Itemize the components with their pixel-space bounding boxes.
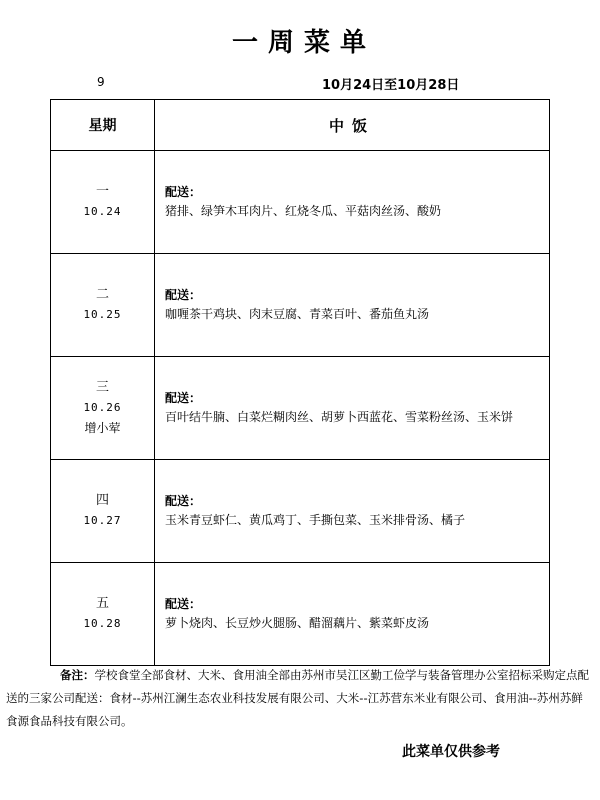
day-cell — [51, 151, 155, 254]
delivery-label: 配送： — [165, 597, 202, 611]
dishes: 猪排、绿笋木耳肉片、红烧冬瓜、平菇肉丝汤、酸奶 — [165, 204, 442, 218]
meal-cell — [155, 254, 550, 357]
dishes: 萝卜烧肉、长豆炒火腿肠、醋溜藕片、紫菜虾皮汤 — [165, 616, 430, 630]
menu-table — [50, 99, 550, 666]
date-range: 10月24日至10月28日 — [322, 78, 460, 93]
footer-note: 此菜单仅供参考 — [402, 744, 500, 760]
header-day: 星期 — [51, 100, 155, 151]
meal-cell — [155, 563, 550, 666]
page-title: 一周菜单 — [231, 28, 376, 58]
day-name: 五 — [95, 596, 109, 611]
day-name: 二 — [95, 287, 109, 302]
dishes: 咖喱茶干鸡块、肉末豆腐、青菜百叶、番茄鱼丸汤 — [165, 307, 430, 321]
delivery-label: 配送： — [165, 494, 202, 508]
table-row — [51, 254, 550, 357]
header-meal: 中饭 — [155, 100, 550, 151]
remark-label: 备注： — [60, 668, 95, 682]
day-cell — [51, 357, 155, 460]
day-name: 四 — [95, 493, 109, 508]
meal-cell — [155, 357, 550, 460]
dishes: 百叶结牛腩、白菜烂糊肉丝、胡萝卜西蓝花、雪菜粉丝汤、玉米饼 — [165, 410, 514, 424]
day-date: 10.24 — [83, 205, 122, 218]
meal-cell — [155, 151, 550, 254]
day-name: 一 — [95, 184, 109, 199]
day-name: 三 — [95, 380, 109, 395]
day-cell — [51, 563, 155, 666]
day-date: 10.26 — [83, 401, 122, 414]
day-cell — [51, 460, 155, 563]
day-date: 10.27 — [83, 514, 122, 527]
delivery-label: 配送： — [165, 391, 202, 405]
day-cell — [51, 254, 155, 357]
day-date: 10.28 — [83, 617, 122, 630]
table-header-row — [51, 100, 550, 151]
table-row — [51, 357, 550, 460]
remark-text: 学校食堂全部食材、大米、食用油全部由苏州市吴江区勤工俭学与装备管理办公室招标采购定点配送的三家公司配送：食材--苏州江澜生态农业科技发展有限公司、大米--江苏营东米业有限公司、食用油--苏州苏鲜食源食品科技有限公司。 — [6, 668, 589, 728]
dishes: 玉米青豆虾仁、黄瓜鸡丁、手撕包菜、玉米排骨汤、橘子 — [165, 513, 466, 527]
delivery-label: 配送： — [165, 288, 202, 302]
table-row — [51, 563, 550, 666]
day-date: 10.25 — [83, 308, 122, 321]
table-row — [51, 460, 550, 563]
week-number: 9 — [97, 75, 105, 89]
delivery-label: 配送： — [165, 185, 202, 199]
meal-cell — [155, 460, 550, 563]
remark — [6, 664, 594, 733]
day-note: 增小荤 — [84, 421, 121, 435]
table-row — [51, 151, 550, 254]
